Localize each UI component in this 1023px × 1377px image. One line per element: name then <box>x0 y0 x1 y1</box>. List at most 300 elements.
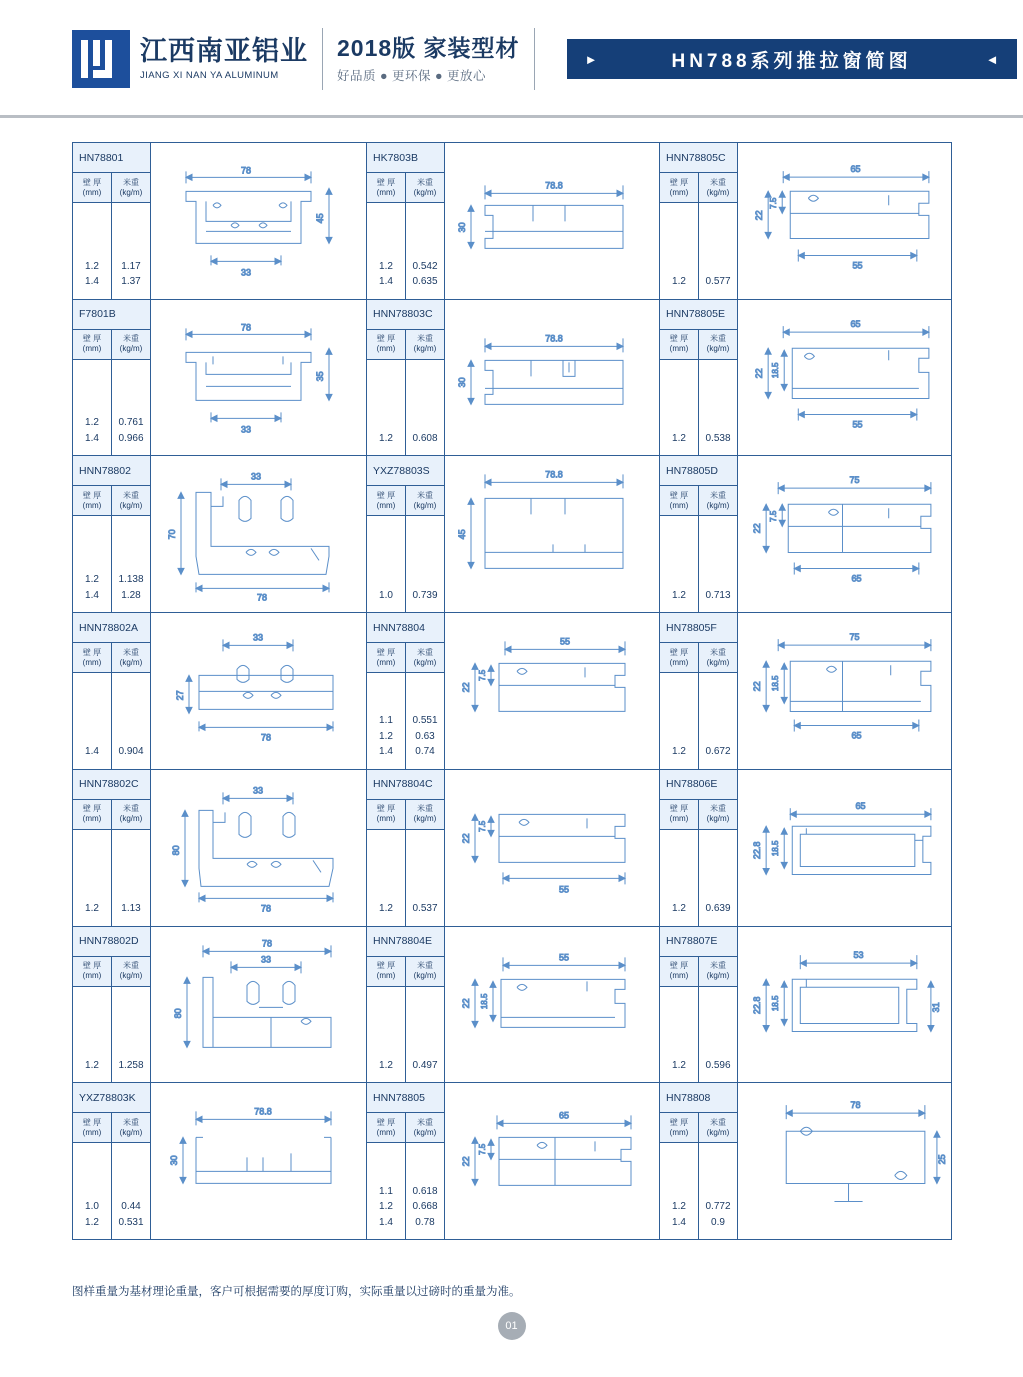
spec-header <box>660 330 737 360</box>
weight-unit: (kg/m) <box>119 187 143 197</box>
svg-text:27: 27 <box>175 690 185 701</box>
profile-code: HN78805D <box>660 456 737 486</box>
spec-header <box>660 486 737 516</box>
table-row <box>73 456 951 613</box>
weight-label: 米重 <box>123 334 139 344</box>
spec-header <box>73 330 150 360</box>
svg-text:33: 33 <box>252 632 264 643</box>
weight-label: 米重 <box>417 334 433 344</box>
svg-text:33: 33 <box>260 953 272 964</box>
profile-cell-hn78808 <box>660 1083 951 1239</box>
weight-unit: (kg/m) <box>413 344 437 354</box>
spec-header <box>73 800 150 830</box>
spec-values <box>660 516 737 612</box>
weight-label: 米重 <box>417 490 433 500</box>
spec-header <box>367 330 444 360</box>
spec-values <box>73 1143 150 1239</box>
svg-text:78.8: 78.8 <box>545 333 563 344</box>
svg-text:45: 45 <box>315 213 325 224</box>
weight-unit: (kg/m) <box>706 971 730 981</box>
profile-drawing <box>738 1083 951 1239</box>
weight-values: 0.761 0.966 <box>118 417 144 444</box>
spec-header <box>367 957 444 987</box>
spec-values <box>73 360 150 456</box>
weight-values: 0.618 0.668 0.78 <box>412 1185 438 1228</box>
thickness-unit: (mm) <box>669 1127 689 1137</box>
thickness-values: 1.2 <box>660 360 699 456</box>
weight-values: 1.13 <box>121 903 141 915</box>
thickness-label: 壁 厚 <box>82 177 102 187</box>
svg-text:18.5: 18.5 <box>771 675 781 692</box>
thickness-unit: (mm) <box>82 1127 102 1137</box>
table-row <box>73 143 951 300</box>
thickness-values: 1.2 1.4 <box>73 203 112 299</box>
thickness-values: 1.2 <box>660 830 699 926</box>
profile-code: HN78806E <box>660 770 737 800</box>
page-header <box>0 0 1023 118</box>
spec-header <box>660 957 737 987</box>
profile-drawing <box>738 613 951 769</box>
profile-drawing <box>445 1083 659 1239</box>
spec-values <box>73 987 150 1083</box>
weight-unit: (kg/m) <box>119 814 143 824</box>
svg-text:55: 55 <box>852 419 863 430</box>
spec-header <box>73 957 150 987</box>
svg-text:78: 78 <box>260 903 272 914</box>
profile-code: F7801B <box>73 300 150 330</box>
spec-header <box>367 800 444 830</box>
weight-label: 米重 <box>710 1117 726 1127</box>
svg-text:53: 53 <box>853 949 864 960</box>
svg-text:18.5: 18.5 <box>771 362 781 378</box>
weight-label: 米重 <box>417 647 433 657</box>
weight-unit: (kg/m) <box>706 500 730 510</box>
weight-unit: (kg/m) <box>706 814 730 824</box>
profile-cell-yxz78803s <box>367 456 660 612</box>
brand-name-en: JIANG XI NAN YA ALUMINUM <box>140 69 279 81</box>
profile-code: HN78807E <box>660 927 737 957</box>
spec-block <box>367 1083 445 1239</box>
spec-header <box>367 486 444 516</box>
profile-code: HN78801 <box>73 143 150 173</box>
thickness-unit: (mm) <box>82 500 102 510</box>
thickness-label: 壁 厚 <box>669 490 689 500</box>
profile-cell-hn78805f <box>660 613 951 769</box>
profile-code: HNN78802C <box>73 770 150 800</box>
weight-values: 0.497 <box>412 1059 438 1071</box>
svg-text:78: 78 <box>240 322 252 333</box>
spec-values <box>367 987 444 1083</box>
thickness-unit: (mm) <box>669 971 689 981</box>
svg-text:78.8: 78.8 <box>545 469 563 480</box>
svg-text:18.5: 18.5 <box>771 995 781 1011</box>
weight-label: 米重 <box>417 804 433 814</box>
thickness-label: 壁 厚 <box>669 177 689 187</box>
thickness-values: 1.1 1.2 1.4 <box>367 673 406 769</box>
spec-block <box>367 300 445 456</box>
thickness-label: 壁 厚 <box>82 804 102 814</box>
spec-values <box>367 516 444 612</box>
svg-text:22: 22 <box>754 210 765 221</box>
thickness-label: 壁 厚 <box>82 647 102 657</box>
thickness-label: 壁 厚 <box>82 490 102 500</box>
thickness-values: 1.2 <box>73 987 112 1083</box>
profile-cell-hnn78805e <box>660 300 951 456</box>
thickness-values: 1.2 <box>367 987 406 1083</box>
svg-text:30: 30 <box>457 377 467 388</box>
spec-block <box>660 770 738 926</box>
profile-code: HNN78804 <box>367 613 444 643</box>
thickness-label: 壁 厚 <box>669 1117 689 1127</box>
spec-values <box>367 360 444 456</box>
svg-text:78: 78 <box>240 165 252 176</box>
table-row <box>73 300 951 457</box>
thickness-values: 1.2 1.4 <box>73 360 112 456</box>
svg-text:7.5: 7.5 <box>478 1144 487 1156</box>
weight-values: 0.713 <box>705 589 731 601</box>
svg-text:78: 78 <box>261 937 273 948</box>
weight-unit: (kg/m) <box>413 657 437 667</box>
weight-label: 米重 <box>710 490 726 500</box>
profile-cell-hn78806e <box>660 770 951 926</box>
svg-text:33: 33 <box>240 424 252 435</box>
svg-text:65: 65 <box>855 801 866 812</box>
thickness-unit: (mm) <box>376 344 396 354</box>
profile-code: HNN78802 <box>73 456 150 486</box>
weight-values: 0.739 <box>412 589 438 601</box>
thickness-unit: (mm) <box>82 344 102 354</box>
profile-code: YXZ78803K <box>73 1083 150 1113</box>
spec-header <box>367 1113 444 1143</box>
profile-code: YXZ78803S <box>367 456 444 486</box>
thickness-label: 壁 厚 <box>82 334 102 344</box>
profile-drawing <box>151 1083 366 1239</box>
thickness-unit: (mm) <box>376 187 396 197</box>
svg-text:70: 70 <box>167 529 177 540</box>
spec-values <box>660 830 737 926</box>
profile-code: HNN78805 <box>367 1083 444 1113</box>
profile-drawing <box>151 770 366 926</box>
spec-header <box>73 173 150 203</box>
thickness-unit: (mm) <box>376 971 396 981</box>
profile-drawing <box>151 456 366 612</box>
thickness-label: 壁 厚 <box>376 1117 396 1127</box>
weight-unit: (kg/m) <box>119 971 143 981</box>
footer-note: 图样重量为基材理论重量，客户可根据需要的厚度订购，实际重量以过磅时的重量为准。 <box>72 1286 521 1298</box>
weight-label: 米重 <box>710 177 726 187</box>
svg-text:78: 78 <box>256 592 268 603</box>
profile-code: HNN78803C <box>367 300 444 330</box>
profile-cell-hnn78805c <box>660 143 951 299</box>
weight-label: 米重 <box>710 647 726 657</box>
weight-unit: (kg/m) <box>119 657 143 667</box>
spec-values <box>73 516 150 612</box>
svg-text:80: 80 <box>171 845 181 856</box>
weight-values: 1.138 1.28 <box>118 574 144 601</box>
weight-unit: (kg/m) <box>119 344 143 354</box>
profile-drawing <box>151 613 366 769</box>
profile-code: HNN78802D <box>73 927 150 957</box>
profile-drawing <box>151 143 366 299</box>
svg-text:7.5: 7.5 <box>478 820 487 832</box>
spec-values <box>660 203 737 299</box>
spec-block <box>367 927 445 1083</box>
profile-drawing <box>738 300 951 456</box>
profile-cell-hk7803b <box>367 143 660 299</box>
spec-block <box>73 456 151 612</box>
version-block <box>337 34 520 84</box>
profile-cell-hnn78805 <box>367 1083 660 1239</box>
profile-cell-hnn78802c <box>73 770 367 926</box>
weight-label: 米重 <box>123 804 139 814</box>
svg-text:7.5: 7.5 <box>478 669 487 682</box>
spec-block <box>73 770 151 926</box>
svg-text:80: 80 <box>173 1007 183 1018</box>
spec-block <box>367 613 445 769</box>
weight-label: 米重 <box>710 334 726 344</box>
weight-unit: (kg/m) <box>413 814 437 824</box>
svg-text:18.5: 18.5 <box>771 840 781 857</box>
thickness-label: 壁 厚 <box>376 490 396 500</box>
spec-block <box>660 613 738 769</box>
svg-text:65: 65 <box>850 164 861 175</box>
svg-text:65: 65 <box>851 730 862 741</box>
brand-name-cn: 江西南亚铝业 <box>140 36 308 67</box>
thickness-values: 1.2 <box>660 203 699 299</box>
thickness-label: 壁 厚 <box>376 177 396 187</box>
svg-text:35: 35 <box>315 371 325 382</box>
profile-drawing <box>738 927 951 1083</box>
weight-unit: (kg/m) <box>119 1127 143 1137</box>
thickness-unit: (mm) <box>82 187 102 197</box>
profile-cell-hnn78804c <box>367 770 660 926</box>
weight-values: 0.538 <box>705 432 731 444</box>
thickness-unit: (mm) <box>669 187 689 197</box>
profile-drawing <box>445 456 659 612</box>
svg-text:75: 75 <box>849 632 860 643</box>
profile-code: HNN78804E <box>367 927 444 957</box>
thickness-unit: (mm) <box>669 500 689 510</box>
weight-values: 0.772 0.9 <box>705 1201 731 1228</box>
slogan-label: 好品质 ● 更环保 ● 更放心 <box>337 68 486 83</box>
spec-values <box>367 203 444 299</box>
thickness-values: 1.2 <box>660 516 699 612</box>
spec-header <box>367 643 444 673</box>
weight-label: 米重 <box>417 961 433 971</box>
thickness-label: 壁 厚 <box>669 804 689 814</box>
profile-code: HNN78805E <box>660 300 737 330</box>
profile-cell-hn78807e <box>660 927 951 1083</box>
svg-text:22: 22 <box>754 368 765 379</box>
weight-label: 米重 <box>123 490 139 500</box>
weight-values: 0.551 0.63 0.74 <box>412 715 438 758</box>
profile-drawing <box>738 143 951 299</box>
profile-cell-hn78805d <box>660 456 951 612</box>
weight-unit: (kg/m) <box>706 187 730 197</box>
spec-block <box>73 613 151 769</box>
thickness-unit: (mm) <box>669 344 689 354</box>
thickness-unit: (mm) <box>376 814 396 824</box>
triangle-left-icon: ◄ <box>985 51 999 67</box>
spec-header <box>73 643 150 673</box>
spec-block <box>73 1083 151 1239</box>
svg-text:65: 65 <box>850 318 861 329</box>
weight-values: 0.537 <box>412 903 438 915</box>
svg-text:75: 75 <box>849 475 860 486</box>
weight-label: 米重 <box>417 1117 433 1127</box>
svg-text:65: 65 <box>851 574 862 585</box>
thickness-label: 壁 厚 <box>376 334 396 344</box>
weight-values: 1.258 <box>118 1059 144 1071</box>
spec-header <box>73 486 150 516</box>
thickness-values: 1.2 1.4 <box>73 516 112 612</box>
thickness-values: 1.2 <box>367 360 406 456</box>
thickness-unit: (mm) <box>669 814 689 824</box>
table-row <box>73 927 951 1084</box>
profile-code: HN78808 <box>660 1083 737 1113</box>
thickness-values: 1.0 1.2 <box>73 1143 112 1239</box>
profile-drawing <box>738 456 951 612</box>
spec-block <box>660 456 738 612</box>
company-logo-icon <box>72 30 130 88</box>
weight-values: 0.596 <box>705 1059 731 1071</box>
thickness-unit: (mm) <box>82 657 102 667</box>
profile-drawing <box>151 927 366 1083</box>
thickness-unit: (mm) <box>376 657 396 667</box>
profile-drawing <box>445 770 659 926</box>
thickness-values: 1.2 1.4 <box>367 203 406 299</box>
spec-block <box>73 927 151 1083</box>
svg-text:22: 22 <box>461 997 471 1008</box>
weight-label: 米重 <box>123 1117 139 1127</box>
spec-block <box>660 143 738 299</box>
thickness-unit: (mm) <box>376 500 396 510</box>
weight-label: 米重 <box>710 961 726 971</box>
thickness-label: 壁 厚 <box>376 647 396 657</box>
header-divider-2 <box>534 28 535 90</box>
spec-header <box>660 173 737 203</box>
profile-cell-f7801b <box>73 300 367 456</box>
spec-block <box>660 300 738 456</box>
logo-block <box>72 30 308 88</box>
svg-text:25: 25 <box>936 1154 947 1165</box>
svg-text:22: 22 <box>752 681 763 692</box>
spec-header <box>367 173 444 203</box>
svg-text:55: 55 <box>852 260 863 271</box>
spec-values <box>367 673 444 769</box>
profile-cell-yxz78803k <box>73 1083 367 1239</box>
page-number-badge: 01 <box>498 1312 526 1340</box>
table-row <box>73 1083 951 1240</box>
spec-values <box>73 830 150 926</box>
weight-label: 米重 <box>123 961 139 971</box>
svg-text:78: 78 <box>850 1100 861 1111</box>
table-row <box>73 770 951 927</box>
profile-code: HNN78802A <box>73 613 150 643</box>
profile-cell-hn78801 <box>73 143 367 299</box>
weight-unit: (kg/m) <box>413 1127 437 1137</box>
spec-block <box>367 770 445 926</box>
spec-header <box>73 1113 150 1143</box>
svg-text:33: 33 <box>240 267 252 278</box>
thickness-unit: (mm) <box>82 814 102 824</box>
profile-drawing <box>151 300 366 456</box>
spec-block <box>367 456 445 612</box>
thickness-label: 壁 厚 <box>376 961 396 971</box>
svg-text:22.8: 22.8 <box>752 841 763 860</box>
profile-cell-hnn78802a <box>73 613 367 769</box>
thickness-values: 1.2 <box>367 830 406 926</box>
svg-text:78: 78 <box>260 732 272 743</box>
weight-label: 米重 <box>710 804 726 814</box>
thickness-unit: (mm) <box>669 657 689 667</box>
thickness-label: 壁 厚 <box>82 961 102 971</box>
profile-drawing <box>738 770 951 926</box>
svg-text:30: 30 <box>457 222 467 233</box>
spec-block <box>367 143 445 299</box>
svg-text:55: 55 <box>558 884 570 895</box>
profile-cell-hnn78802 <box>73 456 367 612</box>
thickness-values: 1.0 <box>367 516 406 612</box>
weight-values: 0.639 <box>705 903 731 915</box>
thickness-label: 壁 厚 <box>669 334 689 344</box>
profile-drawing <box>445 300 659 456</box>
profile-drawing <box>445 143 659 299</box>
thickness-values: 1.2 <box>660 673 699 769</box>
weight-unit: (kg/m) <box>413 187 437 197</box>
spec-values <box>660 673 737 769</box>
svg-text:22.8: 22.8 <box>752 996 763 1014</box>
thickness-values: 1.2 <box>660 987 699 1083</box>
spec-block <box>73 300 151 456</box>
svg-text:55: 55 <box>558 951 570 962</box>
svg-text:45: 45 <box>457 529 467 540</box>
page-title-label: HN788系列推拉窗简图 <box>671 50 912 72</box>
weight-values: 0.542 0.635 <box>412 260 438 288</box>
spec-values <box>660 360 737 456</box>
profile-cell-hnn78804e <box>367 927 660 1083</box>
weight-label: 米重 <box>123 177 139 187</box>
svg-text:18.5: 18.5 <box>480 993 489 1009</box>
page-title <box>567 39 1017 79</box>
svg-text:78.8: 78.8 <box>545 180 563 191</box>
spec-header <box>660 1113 737 1143</box>
weight-label: 米重 <box>417 177 433 187</box>
svg-text:7.5: 7.5 <box>769 197 779 209</box>
profile-cell-hnn78804 <box>367 613 660 769</box>
weight-values: 0.608 <box>412 432 438 444</box>
header-rule <box>0 115 1023 118</box>
profile-grid <box>72 142 952 1240</box>
svg-text:22: 22 <box>461 1156 471 1167</box>
profile-code: HK7803B <box>367 143 444 173</box>
spec-values <box>367 1143 444 1239</box>
svg-text:55: 55 <box>559 636 571 647</box>
thickness-label: 壁 厚 <box>669 961 689 971</box>
thickness-label: 壁 厚 <box>82 1117 102 1127</box>
thickness-values: 1.4 <box>73 673 112 769</box>
header-divider <box>322 28 323 90</box>
thickness-label: 壁 厚 <box>669 647 689 657</box>
weight-unit: (kg/m) <box>413 971 437 981</box>
spec-block <box>660 927 738 1083</box>
svg-text:65: 65 <box>558 1110 570 1121</box>
spec-values <box>660 987 737 1083</box>
profile-code: HN78805F <box>660 613 737 643</box>
weight-unit: (kg/m) <box>119 500 143 510</box>
thickness-unit: (mm) <box>376 1127 396 1137</box>
weight-values: 1.17 1.37 <box>121 260 141 288</box>
